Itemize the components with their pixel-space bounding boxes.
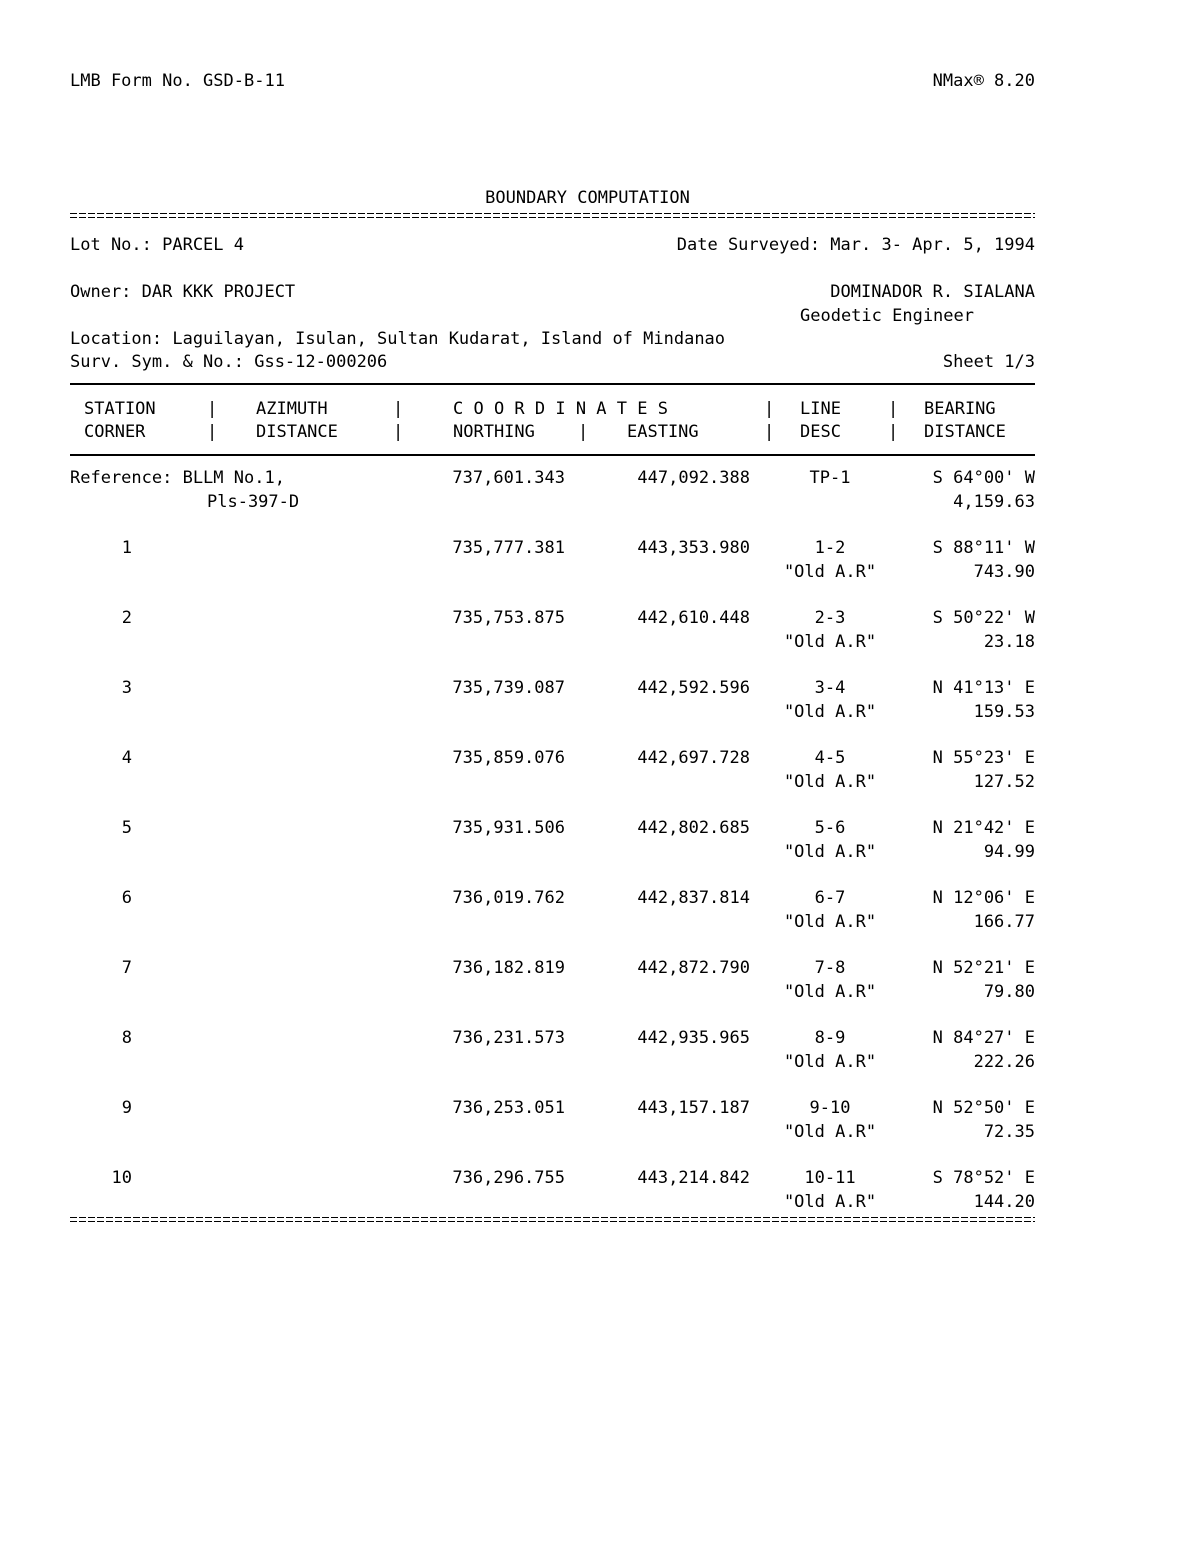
col-sep: | xyxy=(888,399,899,419)
header-rule-top xyxy=(70,383,1035,385)
line-description: "Old A.R" xyxy=(783,842,877,862)
col-sep: | xyxy=(207,399,218,419)
reference-distance: 4,159.63 xyxy=(953,492,1035,512)
distance-value: 127.52 xyxy=(973,772,1035,792)
col-sep: | xyxy=(764,399,775,419)
northing-value: 736,296.755 xyxy=(452,1168,565,1188)
northing-value: 736,019.762 xyxy=(452,888,565,908)
col-station: STATION xyxy=(84,399,156,419)
lot-number: Lot No.: PARCEL 4 xyxy=(70,235,244,255)
date-surveyed: Date Surveyed: Mar. 3- Apr. 5, 1994 xyxy=(676,235,1035,255)
station-number: 9 xyxy=(121,1098,132,1118)
bearing-value: N 12°06' E xyxy=(932,888,1035,908)
page-title: BOUNDARY COMPUTATION xyxy=(485,188,690,208)
station-number: 8 xyxy=(121,1028,132,1048)
engineer-name: DOMINADOR R. SIALANA xyxy=(830,282,1035,302)
line-label: 4-5 xyxy=(814,748,846,768)
line-label: 10-11 xyxy=(804,1168,856,1188)
line-description: "Old A.R" xyxy=(783,562,877,582)
bearing-value: N 41°13' E xyxy=(932,678,1035,698)
easting-value: 442,592.596 xyxy=(637,678,750,698)
line-description: "Old A.R" xyxy=(783,772,877,792)
col-sep: | xyxy=(578,422,589,442)
bearing-value: N 84°27' E xyxy=(932,1028,1035,1048)
bearing-value: S 88°11' W xyxy=(932,538,1035,558)
distance-value: 23.18 xyxy=(983,632,1035,652)
distance-value: 743.90 xyxy=(973,562,1035,582)
col-sep: | xyxy=(764,422,775,442)
software-version: NMax® 8.20 xyxy=(932,71,1035,91)
reference-northing: 737,601.343 xyxy=(452,468,565,488)
reference-label-2: Pls-397-D xyxy=(207,492,300,512)
col-sep: | xyxy=(393,422,404,442)
northing-value: 736,253.051 xyxy=(452,1098,565,1118)
reference-bearing: S 64°00' W xyxy=(932,468,1035,488)
northing-value: 735,777.381 xyxy=(452,538,565,558)
col-easting: EASTING xyxy=(627,422,699,442)
easting-value: 442,837.814 xyxy=(637,888,750,908)
easting-value: 442,610.448 xyxy=(637,608,750,628)
station-number: 1 xyxy=(121,538,132,558)
line-description: "Old A.R" xyxy=(783,1192,877,1212)
line-label: 5-6 xyxy=(814,818,846,838)
line-label: 9-10 xyxy=(809,1098,851,1118)
header-rule-bottom xyxy=(70,454,1035,456)
line-description: "Old A.R" xyxy=(783,1052,877,1072)
station-number: 2 xyxy=(121,608,132,628)
northing-value: 735,931.506 xyxy=(452,818,565,838)
col-azimuth: AZIMUTH xyxy=(256,399,328,419)
northing-value: 735,739.087 xyxy=(452,678,565,698)
bearing-value: S 50°22' W xyxy=(932,608,1035,628)
reference-label: Reference: BLLM No.1, xyxy=(70,468,285,488)
bearing-value: S 78°52' E xyxy=(932,1168,1035,1188)
col-desc: DESC xyxy=(800,422,841,442)
owner: Owner: DAR KKK PROJECT xyxy=(70,282,296,302)
engineer-title: Geodetic Engineer xyxy=(800,306,974,326)
line-description: "Old A.R" xyxy=(783,1122,877,1142)
col-northing: NORTHING xyxy=(453,422,535,442)
line-label: 2-3 xyxy=(814,608,846,628)
line-label: 8-9 xyxy=(814,1028,846,1048)
bottom-double-rule xyxy=(70,1217,1035,1223)
bearing-value: N 52°21' E xyxy=(932,958,1035,978)
station-number: 4 xyxy=(121,748,132,768)
easting-value: 443,214.842 xyxy=(637,1168,750,1188)
distance-value: 72.35 xyxy=(983,1122,1035,1142)
bearing-value: N 52°50' E xyxy=(932,1098,1035,1118)
northing-value: 736,231.573 xyxy=(452,1028,565,1048)
station-number: 10 xyxy=(111,1168,132,1188)
col-distance: DISTANCE xyxy=(256,422,338,442)
col-line: LINE xyxy=(800,399,841,419)
distance-value: 79.80 xyxy=(983,982,1035,1002)
line-label: 1-2 xyxy=(814,538,846,558)
northing-value: 735,859.076 xyxy=(452,748,565,768)
easting-value: 443,157.187 xyxy=(637,1098,750,1118)
station-number: 5 xyxy=(121,818,132,838)
distance-value: 94.99 xyxy=(983,842,1035,862)
reference-easting: 447,092.388 xyxy=(637,468,750,488)
station-number: 6 xyxy=(121,888,132,908)
easting-value: 443,353.980 xyxy=(637,538,750,558)
line-label: 3-4 xyxy=(814,678,846,698)
col-sep: | xyxy=(888,422,899,442)
line-label: 6-7 xyxy=(814,888,846,908)
easting-value: 442,697.728 xyxy=(637,748,750,768)
easting-value: 442,802.685 xyxy=(637,818,750,838)
col-bearing: BEARING xyxy=(924,399,996,419)
top-double-rule xyxy=(70,213,1035,219)
northing-value: 735,753.875 xyxy=(452,608,565,628)
distance-value: 166.77 xyxy=(973,912,1035,932)
bearing-value: N 21°42' E xyxy=(932,818,1035,838)
distance-value: 159.53 xyxy=(973,702,1035,722)
col-bearing-distance: DISTANCE xyxy=(924,422,1006,442)
bearing-value: N 55°23' E xyxy=(932,748,1035,768)
line-label: 7-8 xyxy=(814,958,846,978)
form-number: LMB Form No. GSD-B-11 xyxy=(70,71,285,91)
reference-line: TP-1 xyxy=(809,468,851,488)
col-sep: | xyxy=(393,399,404,419)
sheet-number: Sheet 1/3 xyxy=(942,352,1035,372)
station-number: 3 xyxy=(121,678,132,698)
col-sep: | xyxy=(207,422,218,442)
location: Location: Laguilayan, Isulan, Sultan Kudarat, Island of Mindanao xyxy=(70,329,726,349)
distance-value: 222.26 xyxy=(973,1052,1035,1072)
col-coordinates: C O O R D I N A T E S xyxy=(453,399,668,419)
line-description: "Old A.R" xyxy=(783,912,877,932)
line-description: "Old A.R" xyxy=(783,632,877,652)
line-description: "Old A.R" xyxy=(783,702,877,722)
easting-value: 442,872.790 xyxy=(637,958,750,978)
northing-value: 736,182.819 xyxy=(452,958,565,978)
station-number: 7 xyxy=(121,958,132,978)
col-corner: CORNER xyxy=(84,422,146,442)
distance-value: 144.20 xyxy=(973,1192,1035,1212)
survey-symbol: Surv. Sym. & No.: Gss-12-000206 xyxy=(70,352,388,372)
easting-value: 442,935.965 xyxy=(637,1028,750,1048)
line-description: "Old A.R" xyxy=(783,982,877,1002)
